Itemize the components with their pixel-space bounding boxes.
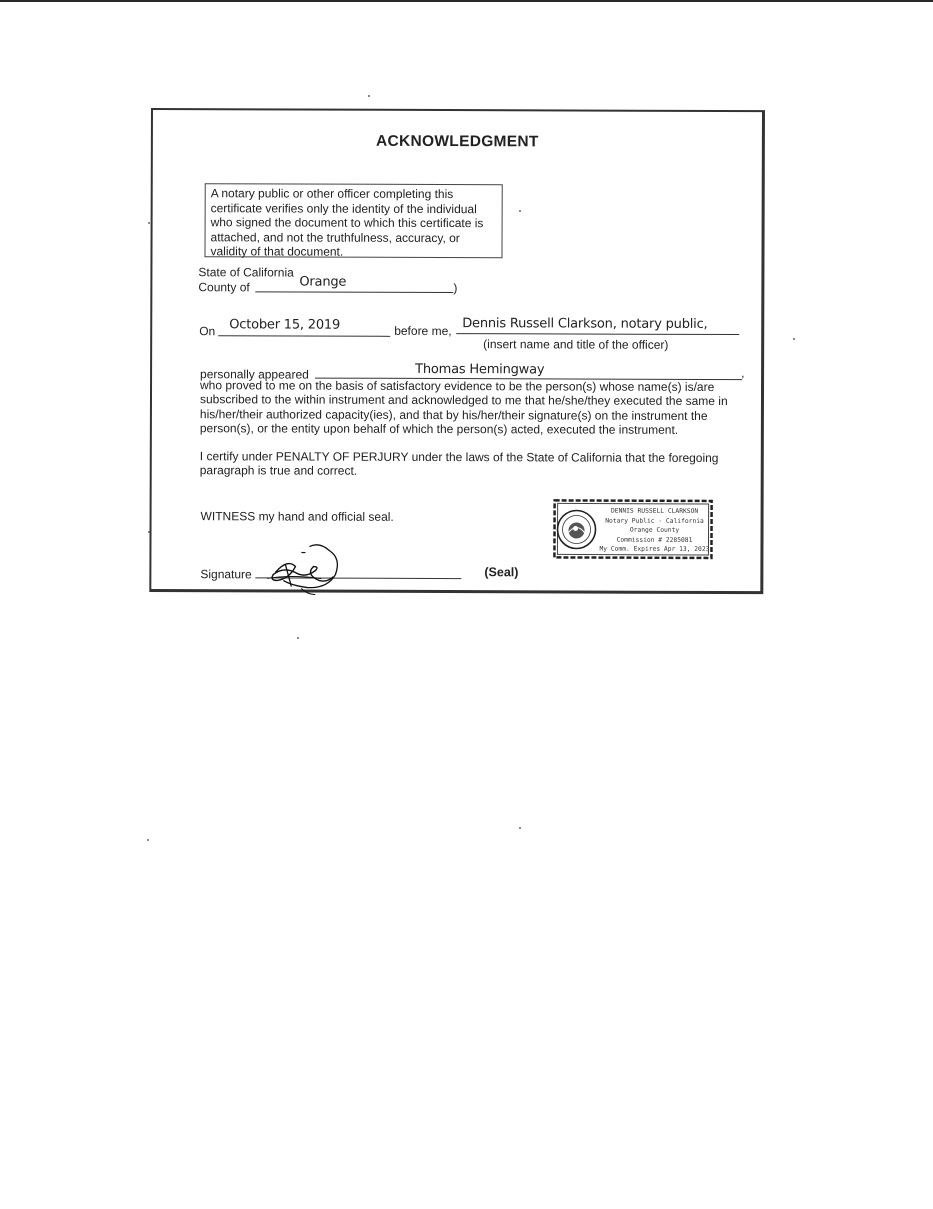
before-me-label: before me, <box>394 323 452 339</box>
county-value: Orange <box>299 274 347 290</box>
stamp-notary-name: DENNIS RUSSELL CLARKSON <box>610 507 699 515</box>
state-label: State of California <box>198 265 294 280</box>
notary-stamp <box>551 496 714 562</box>
seal-label: (Seal) <box>484 565 519 580</box>
appeared-comma: , <box>741 366 745 381</box>
signature-label: Signature <box>200 567 252 582</box>
scan-speck <box>148 531 150 533</box>
date-value: October 15, 2019 <box>229 317 341 333</box>
acknowledgment-certificate <box>149 108 765 594</box>
scan-speck <box>519 827 521 829</box>
scan-speck <box>519 210 521 212</box>
county-label: County of <box>198 280 250 295</box>
scan-speck <box>793 338 795 340</box>
stamp-expiration: My Comm. Expires Apr 13, 2023 <box>599 545 710 554</box>
officer-line <box>456 333 739 335</box>
county-close-paren: ) <box>453 281 458 296</box>
notice-box: A notary public or other officer completing this certificate verifies only the identity of the individual who signed the document to which this certificate is attached, and not the truthfulness, accuracy, or validity of that document. <box>204 183 502 258</box>
appeared-label: personally appeared <box>200 367 309 382</box>
scan-top-edge <box>0 0 933 2</box>
certificate-title: ACKNOWLEDGMENT <box>376 132 539 151</box>
on-label: On <box>199 324 216 339</box>
scan-speck <box>148 222 150 224</box>
witness-label: WITNESS my hand and official seal. <box>200 509 394 524</box>
officer-value: Dennis Russell Clarkson, notary public, <box>462 316 708 332</box>
appeared-value: Thomas Hemingway <box>415 361 545 378</box>
officer-hint: (insert name and title of the officer) <box>483 337 669 352</box>
stamp-text <box>595 507 713 555</box>
scan-speck <box>368 95 370 97</box>
scan-speck <box>297 637 299 639</box>
county-line <box>255 291 453 293</box>
handwritten-signature <box>261 536 381 598</box>
perjury-paragraph: I certify under PENALTY OF PERJURY under the laws of the State of California that the foregoing paragraph is true and correct. <box>199 449 719 479</box>
stamp-title: Notary Public - California <box>605 517 704 525</box>
scan-speck <box>147 839 149 841</box>
date-line <box>218 335 390 337</box>
proof-paragraph: who proved to me on the basis of satisfactory evidence to be the person(s) whose name(s) is/are subscribed to the within instrument and acknowledged to me that he/she/they executed the same in his/her/their authorized capacity(ies), and that by his/her/their signature(s) on the instrument the person(s), or the entity upon behalf of which the person(s) acted, executed the instrument. <box>199 378 728 438</box>
stamp-commission: Commission # 2285081 <box>616 536 693 544</box>
stamp-county: Orange County <box>629 526 680 535</box>
